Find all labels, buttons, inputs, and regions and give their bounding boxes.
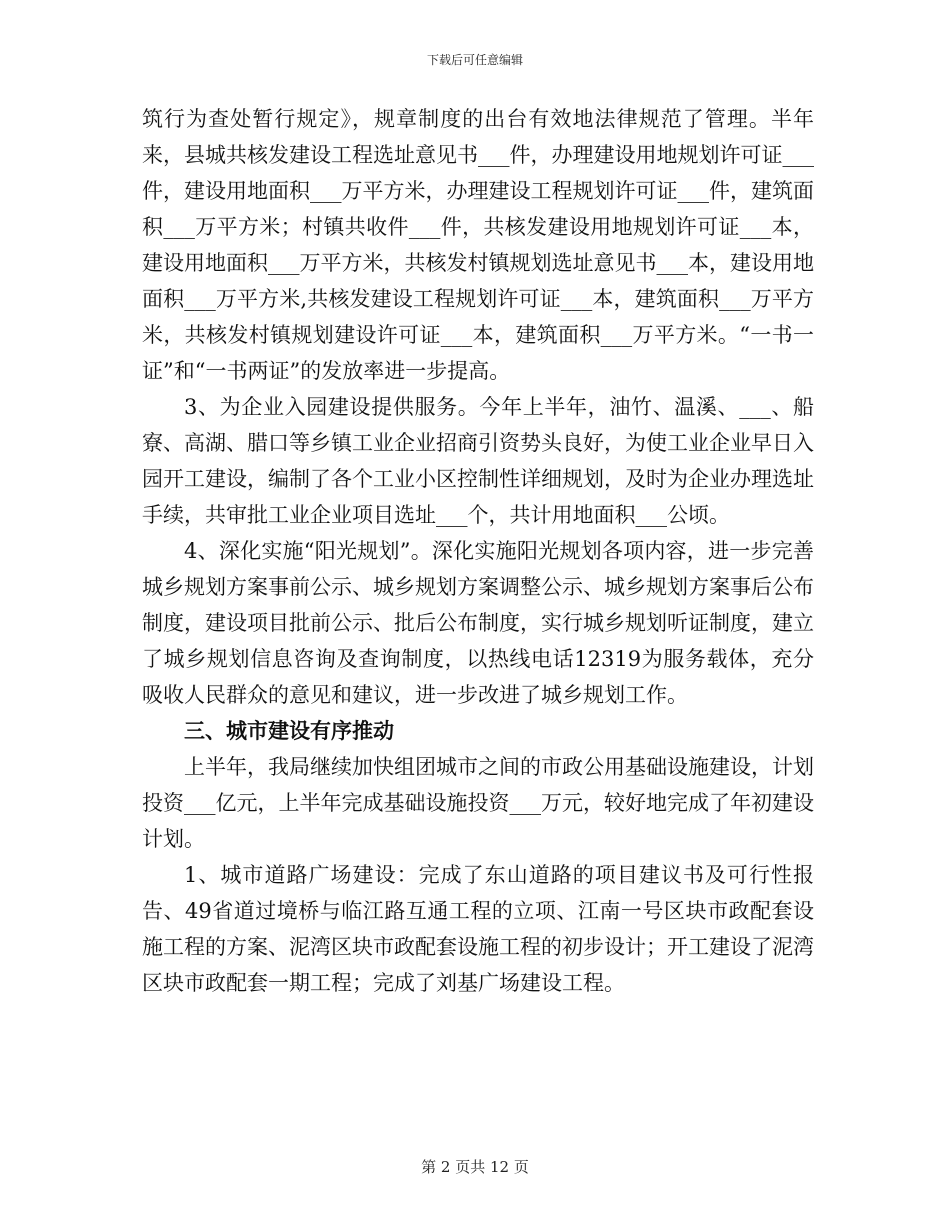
- paragraph-section-intro: 上半年，我局继续加快组团城市之间的市政公用基础设施建设，计划投资___亿元，上半年完成基础设施投资___万元，较好地完成了年初建设计划。: [142, 755, 814, 851]
- document-body: [142, 101, 814, 1001]
- paragraph-sunshine-planning: 4、深化实施“阳光规划”。深化实施阳光规划各项内容，进一步完善城乡规划方案事前公示、城乡规划方案调整公示、城乡规划方案事后公布制度，建设项目批前公示、批后公布制度，实行城乡规划听证制度，建立了城乡规划信息咨询及查询制度，以热线电话12319为服务载体，充分吸收人民群众的意见和建议，进一步改进了城乡规划工作。: [142, 539, 814, 707]
- paragraph-enterprise-park: 3、为企业入园建设提供服务。今年上半年，油竹、温溪、___、船寮、高湖、腊口等乡镇工业企业招商引资势头良好，为使工业企业早日入园开工建设，编制了各个工业小区控制性详细规划，及时为企业办理选址手续，共审批工业企业项目选址___个，共计用地面积___公顷。: [142, 395, 814, 527]
- page-number-footer: 第 2 页共 12 页: [421, 1158, 529, 1176]
- paragraph-roads-squares: 1、城市道路广场建设：完成了东山道路的项目建议书及可行性报告、49省道过境桥与临江路互通工程的立项、江南一号区块市政配套设施工程的方案、泥湾区块市政配套设施工程的初步设计；开工建设了泥湾区块市政配套一期工程；完成了刘基广场建设工程。: [142, 863, 814, 995]
- paragraph-continuation: 筑行为查处暂行规定》，规章制度的出台有效地法律规范了管理。半年来，县城共核发建设工程选址意见书___件，办理建设用地规划许可证___件，建设用地面积___万平方米，办理建设工程规划许可证___件，建筑面积___万平方米；村镇共收件___件，共核发建设用地规划许可证___本，建设用地面积___万平方米，共核发村镇规划选址意见书___本，建设用地面积___万平方米,共核发建设工程规划许可证___本，建筑面积___万平方米，共核发村镇规划建设许可证___本，建筑面积___万平方米。“一书一证”和“一书两证”的发放率进一步提高。: [142, 107, 814, 383]
- section-heading: 三、城市建设有序推动: [184, 719, 394, 743]
- page-header: 下载后可任意编辑: [426, 53, 523, 67]
